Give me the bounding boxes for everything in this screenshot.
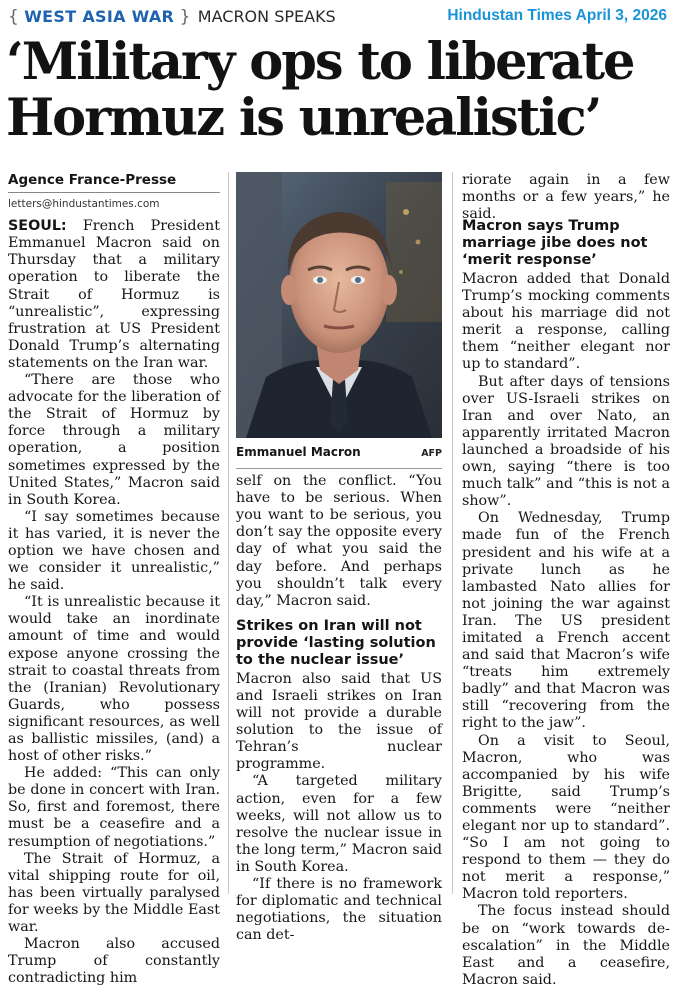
byline: Agence France-Presse [8,172,220,193]
column-divider-1 [228,172,229,894]
paragraph-1: French President Emmanuel Macron said on Thursday that a military operation to liberate the Strait of Hormuz is “unrealistic”, expressing frustration at US President Donald Trump’s alternating statements on the Iran war. [8,218,220,371]
paragraph-8: Macron also said that US and Israeli strikes on Iran will not provide a durable solution to the issue of Tehran’s nuclear programme. [236,670,442,773]
paragraph-6: The Strait of Hormuz, a vital shipping route for oil, has been virtually paralysed for weeks by the Middle East war. [8,850,220,936]
publication-stamp: Hindustan Times April 3, 2026 [447,7,667,24]
subhead-2: Macron says Trump marriage jibe does not ‘merit response’ [462,218,648,268]
photo-credit: AFP [421,448,442,459]
paragraph-11: Macron added that Donald Trump’s mocking comments about his marriage did not merit a response, calling them “neither elegant nor up to standard”. [462,271,670,373]
article-column-3 [462,172,670,989]
paragraph-lede [8,218,220,372]
byline-email: letters@hindustantimes.com [8,198,160,211]
column-divider-2 [452,172,453,894]
kicker-topic: WEST ASIA WAR [24,7,175,26]
article-column-1 [8,172,220,987]
paragraph-15: The focus instead should be on “work towards de-escalation” in the Middle East and a ceasefire, Macron said. [462,903,670,988]
kicker-subtopic: MACRON SPEAKS [197,7,336,26]
headline [6,34,670,146]
subhead-1: Strikes on Iran will not provide ‘lasting solution to the nuclear issue’ [236,617,436,668]
brace-open: { [8,7,25,27]
article-column-2 [236,172,442,944]
caption-name: Emmanuel Macron [236,445,361,459]
paragraph-10-continued: riorate again in a few months or a few years,” he said. [462,172,670,223]
paragraph-5: He added: “This can only be done in concert with Iran. So, first and foremost, there must be a ceasefire and a resumption of negotiations.” [8,765,220,850]
brace-close: } [174,7,196,27]
paragraph-13: On Wednesday, Trump made fun of the French president and his wife at a private lunch as he lambasted Nato allies for not joining the war against Iran. The US president imitated a French accent and said that Macron’s wife “treats him extremely badly” and that Macron was still “recovering from the right to the jaw”. [462,510,670,732]
paragraph-9: “A targeted military action, even for a few weeks, will not allow us to resolve the nuclear issue in the long term,” Macron said in South Korea. [236,773,442,875]
paragraph-3: “I say sometimes because it has varied, it is never the option we have chosen and we consider it unrealistic,” he said. [8,508,220,594]
photo-caption [236,438,442,469]
paragraph-7: Macron also accused Trump of constantly contradicting him [8,936,220,987]
paragraph-10: “If there is no framework for diplomatic and technical negotiations, the situation can det- [236,875,442,944]
paragraph-14: On a visit to Seoul, Macron, who was accompanied by his wife Brigitte, said Trump’s comments were “neither elegant nor up to standard”. “So I am not going to respond to them — they do not merit a response,” Macron told reporters. [462,732,670,903]
section-kicker [8,6,336,28]
paragraph-7-continued: self on the conflict. “You have to be serious. When you want to be serious, you don’t say the opposite every day of what you said the day before. And perhaps you shouldn’t talk every day,” Macron said. [236,473,442,609]
dateline: SEOUL: [8,218,67,235]
paragraph-12: But after days of tensions over US-Israeli strikes on Iran and over Nato, an apparently irritated Macron launched a broadside of his own, saying “there is too much talk” and “this is not a show”. [462,373,670,510]
paragraph-4: “It is unrealistic because it would take an inordinate amount of time and would expose anyone crossing the strait to coastal threats from the (Iranian) Revolutionary Guards, who possess significant resources, as well as ballistic missiles, (and) a host of other risks.” [8,594,220,765]
paragraph-2: “There are those who advocate for the liberation of the Strait of Hormuz by force through a military operation, a position sometimes expressed by the United States,” Macron said in South Korea. [8,372,220,508]
portrait-photo [236,172,442,438]
headline-line-2: Hormuz is unrealistic’ [6,88,601,148]
portrait-illustration [236,172,442,438]
headline-line-1: ‘Military ops to liberate [6,32,634,92]
